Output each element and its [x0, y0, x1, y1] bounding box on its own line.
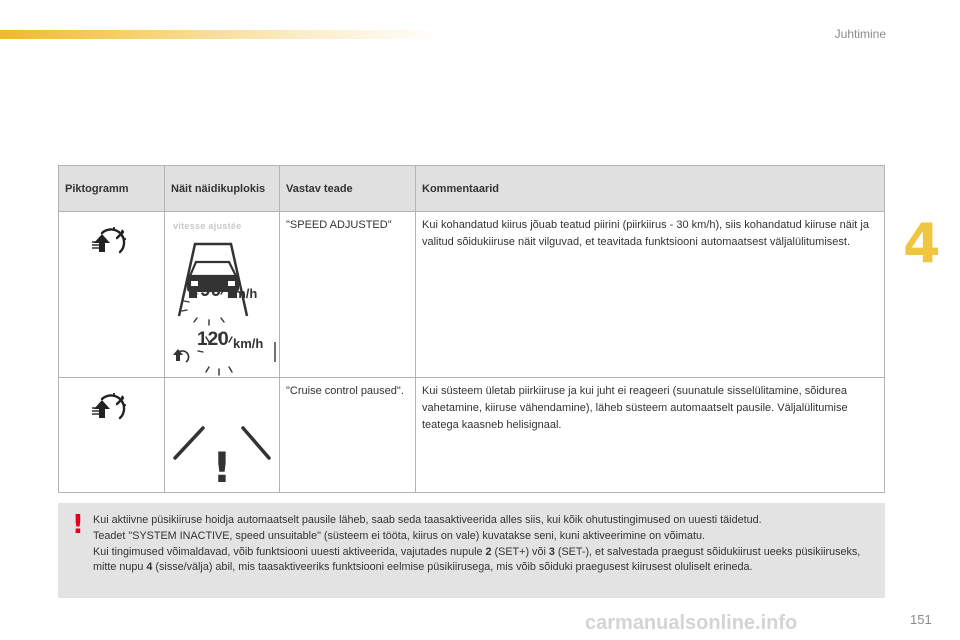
section-title: Juhtimine — [834, 27, 886, 41]
lane-warning-icon — [165, 378, 277, 490]
button-ref: 4 — [146, 561, 153, 574]
header-accent-bar — [0, 30, 440, 39]
cruise-control-speedometer-icon — [90, 219, 134, 259]
warning-line: Teadet "SYSTEM INACTIVE, speed unsuitable" (süsteem ei tööta, kiirus on vale) kuvatakse seni, kuni aktiveerimine on võimatu. — [93, 529, 705, 542]
table-row — [59, 212, 885, 378]
table-header-row — [59, 166, 885, 212]
message-table — [58, 165, 885, 493]
button-ref: 3 — [548, 545, 555, 558]
table-row — [59, 378, 885, 493]
page-number: 151 — [910, 612, 932, 627]
comment-cell: Kui kohandatud kiirus jõuab teatud piirini (piirkiirus - 30 km/h), siis kohandatud kiiruse näit ja valitud sõidukiiruse näit vilguvad, et teavitada funktsiooni automaatsest väljalülitumisest. — [416, 212, 885, 378]
warning-line: Kui aktiivne püsikiiruse hoidja automaatselt pausile läheb, saab seda taasaktiveerida alles siis, kui kõik ohutustingimused on uuesti täidetud. — [93, 514, 762, 526]
example-speed-a: 90 — [200, 280, 222, 301]
example-display-cell — [165, 378, 280, 493]
example-display-title: vitesse ajustée — [173, 221, 242, 231]
cruise-control-speedometer-icon — [90, 385, 134, 425]
pictogram-cell — [59, 212, 165, 378]
message-cell: "SPEED ADJUSTED" — [280, 212, 416, 378]
warning-line: Kui tingimused võimaldavad, võib funktsiooni uuesti aktiveerida, vajutades nupule 2 (SET+) või 3 (SET-), et salvestada praegust sõidukiirust ueeks püsikiiruseks, mitte nupu 4 (sisse/välja) abil, mis taasaktiveeriks funktsiooni eelmise püsikiirusega, mis võib sõiduki praegusest kiirusest oluliselt erineda. — [93, 545, 861, 574]
column-header: Piktogramm — [59, 166, 165, 212]
example-speed-b: 120 — [197, 329, 229, 350]
column-header: Kommentaarid — [416, 166, 885, 212]
warning-exclamation: ! — [212, 443, 232, 490]
comment-cell: Kui süsteem ületab piirkiiruse ja kui juht ei reageeri (suunatule sisselülitamine, sõidurea vahetamine, kiiruse vähendamine), läheb süsteem automaatselt pausile. Väljalülitumise teatega kaasneb helisignaal. — [416, 378, 885, 493]
warning-icon: ! — [72, 510, 84, 540]
chapter-number: 4 — [903, 212, 941, 275]
message-cell: "Cruise control paused". — [280, 378, 416, 493]
pictogram-cell — [59, 378, 165, 493]
example-unit-b: km/h — [233, 336, 264, 351]
button-ref: 2 — [485, 545, 492, 558]
watermark: carmanualsonline.info — [585, 612, 798, 634]
column-header: Vastav teade — [280, 166, 416, 212]
column-header: Näit näidikuplokis — [165, 166, 280, 212]
example-display-cell — [165, 212, 280, 378]
example-unit-a: km/h — [227, 286, 258, 301]
warning-text — [93, 513, 883, 576]
